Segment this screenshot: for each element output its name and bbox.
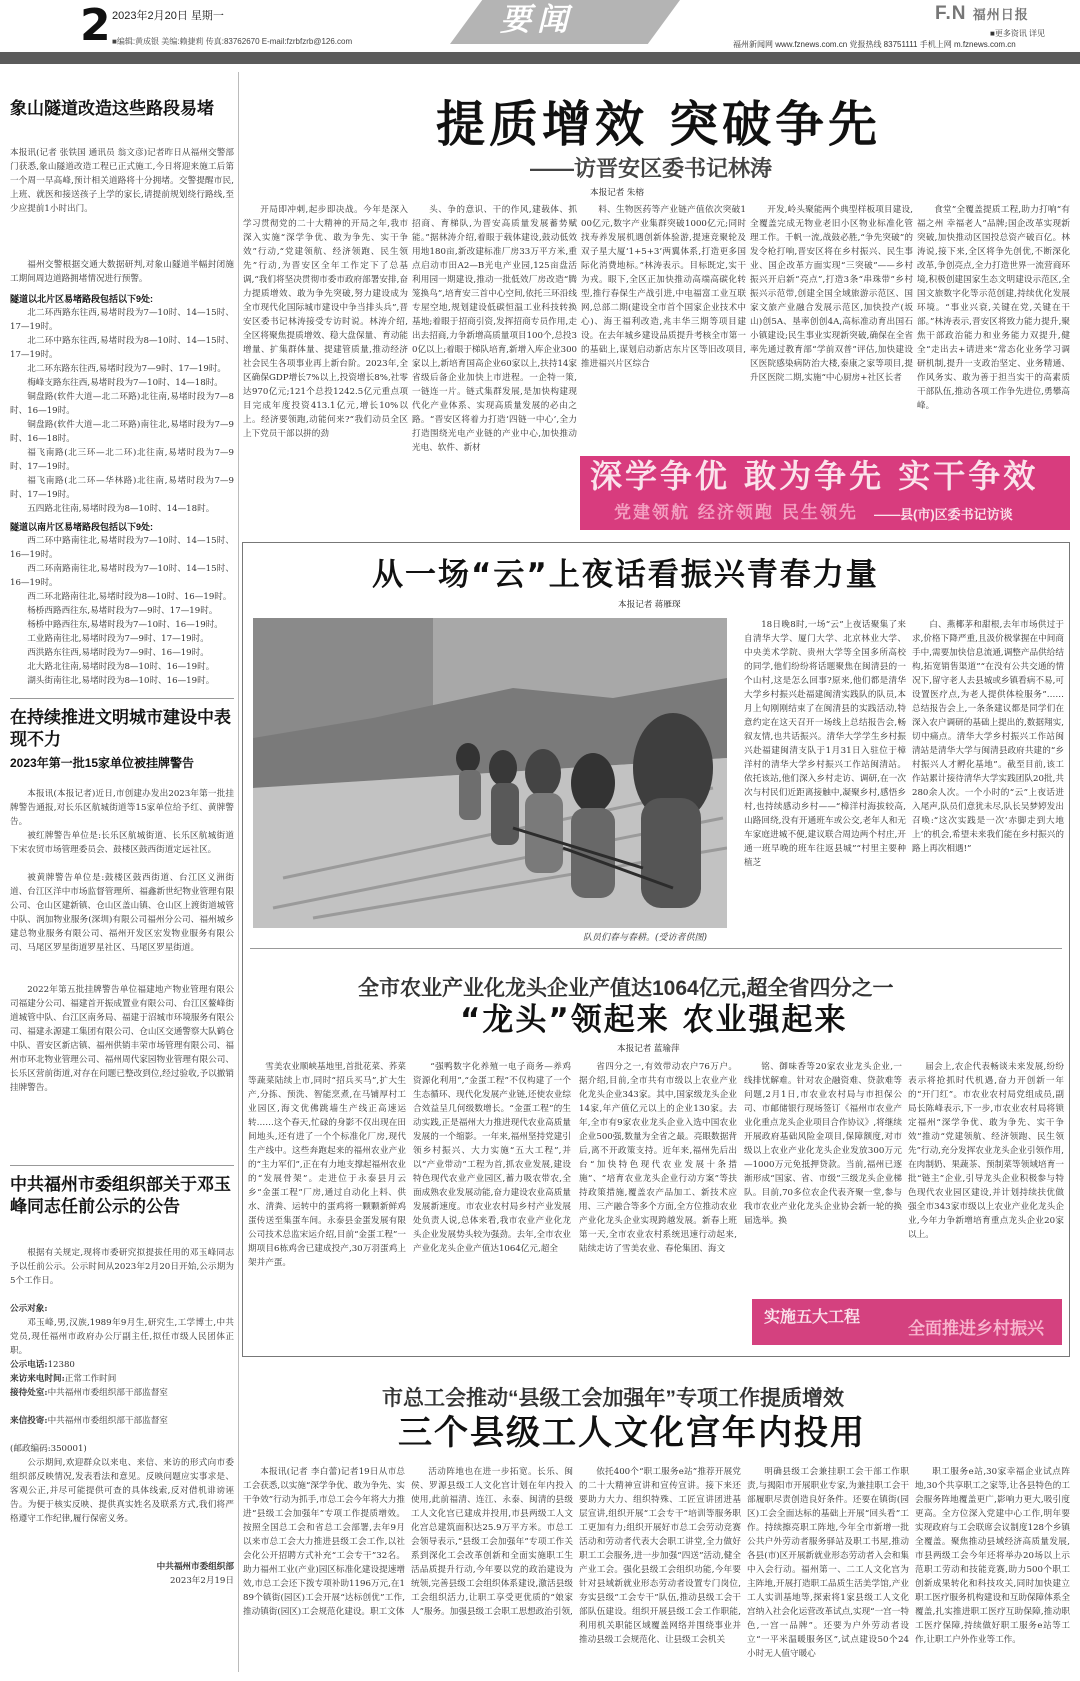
logo-chinese: 福州日报 xyxy=(972,7,1029,22)
road-item: 梅峰支路东往西,易堵时段为7—10时、14—18时。 xyxy=(27,378,223,388)
article1-col-2: 头、争的意识、干的作风,建载体、抓招商、育梯队,为晋安高质量发展蓄势赋能。”据林涛介绍,着眼于载体建设,鼓动低效用地180亩,新改建标准厂房33万平方米,重点启动市田A2—B光电产业园,125亩盘活利用园一期建设,推动一批低效厂房改造“腾笼换鸟”,培育安三首中心空间,依托三环沿线专屋空地,规划建设低碳恒温工业科技转换基地;着眼于招商引资,发挥招商专员作用,走出去招商,力争新增高质量项目100个,总投30亿以上;着眼于梯队培育,新增入库企业300家以上,新培育国高企业60家以上,扶持14家省级后备企业加快上市进程。一企特一策,一链连一片。链式集群发展,是加快构建现代化产业体系、实现高质量发展的必由之路。“晋安区将着力打造‘四链一中心’,全力打造围绕光电产业链的产业中心,加快推动光电、软件、新材 xyxy=(412,205,577,453)
notice-signature: 中共福州市委组织部 xyxy=(156,1562,234,1572)
road-item: 杨桥中路西往东,易堵时段为7—10时、16—19时。 xyxy=(27,620,223,630)
column-divider xyxy=(238,72,239,1672)
north-list xyxy=(10,306,234,516)
civilization-para-3: 被黄牌警告单位是:鼓楼区鼓西街道、台江区义洲街道、台江区洋中市场监督管理所、福鑫新世纪物业管理有限公司、仓山区建新镇、仓山区盖山镇、仓山区上渡街道城管中队、润加物业服务(深圳)有限公司福州分公司、福州城乡建总物业服务有限公司、福州开发区宏发物业服务有限公司、马尾区罗星街道罗星社区、马尾区罗星街道。 xyxy=(10,873,234,953)
notice-visit: 正常工作时间 xyxy=(64,1374,117,1384)
article1-col-1: 开局即冲刺,起步即决战。今年是深入学习贯彻党的二十大精神的开局之年,我市深入实施“深学争优、敢为争先、实干争效”行动,“党建领航、经济领跑、民生领先”行动,为晋安区全年工作定下了总基调,“我们将坚决贯彻市委市政府部署安排,奋力提质增效、敢为争先突破,努力建设成为全市现代化国际城市建设中争当排头兵”,晋安区委书记林涛接受专访时说。林涛介绍,全区将聚焦提质增效、稳大盘保量、育动能增量、扩集群体量、提建管质量,推动经济社会民生各项事业再上新台阶。2023年,全区确保GDP增长7%以上,投资增长8%,社零达970亿元;121个总投1242.5亿元重点项目完成年度投资413.1亿元,增长10%以上。经济要领跑,动能何来?“我们动员全区上下党员干部以拼的劲 xyxy=(243,205,408,439)
campaign-banner xyxy=(580,456,1070,530)
civilization-para-4: 2022年第五批挂牌警告单位福建地产物业管理有限公司福建分公司、福建首开振成置业有限公司、台江区鳌峰街道城管中队、台江区南务局、福建于沼城市环境服务有限公司、福建永源建工集团有限公司、仓山区交通警察大队鹤仓中队、晋安区新店镇、福州供销丰荣市场管理有限公司、福州市环北物业管理公司、福州周代家园物业管理有限公司、长乐区营前街道,对存在问题已整改到位,经过验收,予以撤销挂牌警告。 xyxy=(10,985,234,1093)
road-item: 福飞南路(北二环—华林路)北往南,易堵时段为7—9时、17—19时。 xyxy=(10,476,234,500)
notice-label-object: 公示对象: xyxy=(10,1304,48,1314)
article1-subtitle: ——访晋安区委书记林涛 xyxy=(530,156,773,181)
article4-col-2: 活动阵地也在进一步拓宽。长乐、闽侯、罗源县级工人文化宫计划在年内投入使用,此前福清、连江、永泰、闽清的县级工人文化宫已建成并投用,市县两级工人文化宫总建筑面积达25.9万平方米。市总工会领导表示,“县级工会加强年”专项工作关系到深化工会改革创新和全面实施职工生活品质提升行动,今年要以党的政治建设为统领,完善县级工会组织体系建设,激活县级工会组织活力,让职工享受更优质的“娘家人”服务。加强县级工会职工思想政治引领, xyxy=(411,1467,573,1617)
civilization-para-1: 本报讯(本报记者)近日,市创建办发出2023年第一批挂牌警告通报,对长乐区航城街道等15家单位给予红、黄牌警告。 xyxy=(10,789,234,827)
rural-banner-sub: 全面推进乡村振兴 xyxy=(908,1319,1044,1339)
campaign-banner-main: 深学争优 敢为争先 实干争效 xyxy=(590,457,1039,495)
road-item: 西二环南路南往北,易堵时段为7—10时、14—15时、16—19时。 xyxy=(10,564,234,588)
article-para-xiangshan: 福州交警根据交通大数据研判,对象山隧道半幅封闭施工期间周边道路拥堵情况进行预警。 xyxy=(10,260,234,284)
article3-col-5: 届会上,农企代表畅谈未来发展,纷纷表示将抢抓时代机遇,奋力开创新一年的“开门红”。市农业农村局党组成员,副局长陈峰表示,下一步,市农业农村局将锁定福州“深学争优、敢为争先、实干争效”推动“党建领航、经济领跑、民生领先”行动,充分发挥农业龙头企业引领作用,在肉制奶、果蔬茶、预制菜等领域培育一批“链主”企业,引导龙头企业积极参与特色现代农业园区建设,并计划持续扶优做强全市343家市级以上农业产业化龙头企业,今年力争新增培育重点龙头企业20家以上。 xyxy=(908,1062,1064,1240)
header-bar-dark xyxy=(0,52,1080,64)
article1-title: 提质增效 突破争先 xyxy=(436,96,882,153)
notice-label-visit: 来访来电时间: xyxy=(10,1374,65,1384)
article-title-xiangshan: 象山隧道改造这些路段易堵 xyxy=(10,99,214,118)
notice-phone: 12380 xyxy=(47,1360,75,1370)
article1-col-5: 食堂”全覆盖提质工程,助力打响“有福之州 幸福老人”品牌;国企改革实现新突破,加快推动区国投总资产破百亿。林涛说,接下来,全区将争先创优,不断深化改革,争创亮点,全力打造世界一流营商环境,积极创建国家生态文明建设示范区,全国文旅数字化等示范创建,持续优化发展环境。“事业兴衰,关键在党,关键在干部。”林涛表示,晋安区将致力能力提升,聚焦干部政治能力和业务能力双提升,健全“走出去+请进来”常态化业务学习调研机制,提升一支政治坚定、业务精通、作风务实、敢为善于担当实干的高素质干部队伍,推动各项工作争先进位,勇攀高峰。 xyxy=(917,205,1070,411)
south-heading: 隧道以南片区易堵路段包括以下9处: xyxy=(10,522,154,532)
contact-line: 福州新闻网 www.fznews.com.cn 党报热线 83751111 手机上网 m.fznews.com.cn xyxy=(733,40,1016,49)
campaign-banner-sub: 党建领航 经济领跑 民生领先 xyxy=(614,503,858,523)
article2-title: 从一场“云”上夜话看振兴青春力量 xyxy=(372,557,879,593)
road-item: 西二环中路南往北,易堵时段为7—10时、14—15时、16—19时。 xyxy=(10,536,234,560)
article3-col-4: 铭、御味香等20家农业龙头企业,一线排忧解难。针对农企融资难、贷款难等问题,2月1日,市农业农村局与市担保公司、市邮储银行现场签订《福州市农业产业化重点龙头企业项目合作协议》,将继续开展政府基础风险金项目,保障额度,对市级以上农业产业化龙头企业发放300万元—1000万元免抵押贷款。当前,福州已逐渐形成“国家、省、市级”三级龙头企业梯队。目前,70多位农企代表齐聚一堂,参与我市农业产业化龙头企业协会新一轮的换届选举。换 xyxy=(744,1062,902,1226)
campaign-banner-tag: ——县(市)区委书记访谈 xyxy=(874,507,1013,522)
article2-col-2: 白、燕椰茅和甜根,去年市场供过于求,价格下降严重,且汲价极掌握在中间商手中,需要加快信息流通,调整产品供给结构,拓宽销售渠道”“在没有公共交通的情况下,留守老人去县城或乡镇看病不易,可设置医疗点,为老人提供体检服务”……总结报告会上,一条条建议都是同学们在深入农户调研的基础上提出的,数据翔实,切中痛点。清华大学乡村振兴工作站闽清站是清华大学与闽清县政府共建的“乡村振兴人才孵化基地”。截至目前,该工作站累计接待清华大学实践团队20批,共280余人次。一个小时的“云”上夜话进入尾声,队员们意犹未尽,队长吴梦婷发出召唤:“这次实践是一次‘赤脚走到大地上’的机会,希望未来我们能在乡村振兴的路上再次相遇!” xyxy=(912,620,1064,854)
page-number: 2 xyxy=(80,0,111,51)
notice-object: 邓玉峰,男,汉族,1989年9月生,研究生,工学博士,中共党员,现任福州市政府办公厅副主任,拟任市级人民团体正职。 xyxy=(10,1318,234,1356)
road-item: 北二环西路东往西,易堵时段为7—10时、14—15时、17—19时。 xyxy=(10,308,234,332)
rural-banner-main: 实施五大工程 xyxy=(764,1307,861,1326)
article-title-civilization: 在持续推进文明城市建设中表现不力 xyxy=(10,708,231,749)
article4-col-3: 依托400个“职工服务e站”推荐开展党的二十大精神宣讲和宣传宣讲。接下来还要助力大力、组织特殊、工匠宣讲团进基层宣讲,组织开展“工会专干”培训等服务职工更加有力;组织开展好市总工会劳动竞赛活动和劳动者代表大会职工讲堂,全力做好职工工会服务,进一步加强“四送”活动,健全产业工会。强化县级工会组织功能,今年要针对县域新就业形态劳动者设置专门岗位,夯实县级“工会专干”队伍,推动县级工会干部队伍建设。组织开展县级工会工作职能,利用机关职能区域覆盖网络并围绕事业并推动县级工会规范化、让县级工会机关 xyxy=(579,1467,741,1645)
notice-label-reception: 接待处室: xyxy=(10,1388,48,1398)
more-info: ■更多资讯 详见 xyxy=(990,29,1046,38)
article2-photo xyxy=(253,618,727,928)
road-item: 铜盘路(软件大道—北二环路)北往南,易堵时段为7—8时、16—19时。 xyxy=(10,392,234,416)
article4-kicker: 市总工会推动“县级工会加强年”专项工作提质增效 xyxy=(382,1387,844,1410)
notice-title: 中共福州市委组织部关于邓玉峰同志任前公示的公告 xyxy=(10,1175,231,1216)
civilization-para-2: 被红牌警告单位是:长乐区航城街道、长乐区航城街道下宋农贸市场管理委员会、鼓楼区鼓西街道定远社区。 xyxy=(10,831,234,855)
notice-para-2: 公示期间,欢迎群众以来电、来信、来访的形式向市委组织部反映情况,发表看法和意见。反映问题应实事求是、客观公正,并尽可能提供可查的具体线索,反对借机诽谤诬告。为便于核实反映、提供真实姓名及联系方式,我们将严格遵守工作纪律,履行保密义务。 xyxy=(10,1458,234,1524)
left-column xyxy=(10,72,234,1672)
article-intro-xiangshan: 本报讯(记者 张铁国 通讯员 翁文彦)记者昨日从福州交警部门获悉,象山隧道改造工程已正式施工,今日将迎来施工后第一个周一早高峰,预计相关道路将十分拥堵。交警提醒市民,上班、就医和接送孩子上学的家长,请提前规划绕行路线,至少应提前1小时出门。 xyxy=(10,148,234,214)
article-subtitle-civilization: 2023年第一批15家单位被挂牌警告 xyxy=(10,756,195,770)
notice-reception: 中共福州市委组织部干部监督室 xyxy=(47,1388,168,1398)
road-item: 工业路南往北,易堵时段为7—9时、17—19时。 xyxy=(27,634,209,644)
road-item: 湖头街南往北,易堵时段为8—10时、16—19时。 xyxy=(27,676,215,686)
photo-caption: 队员们春与春耕。(受访者供图) xyxy=(583,933,708,943)
road-item: 杨桥西路西往东,易堵时段为7—9时、17—19时。 xyxy=(27,606,218,616)
divider xyxy=(250,948,1062,949)
article2-byline: 本报记者 蒋雁琛 xyxy=(618,599,681,609)
article4-col-4: 明确县级工会兼挂职工会干部工作职责,与揭阳市开展职业专家,为兼挂职工会干部履职尽责创造良好条件。还要在镇街(园区)工会全面达标的基础上开展“回头看”工作。持续擦亮职工阵地,今年全市新增一批公共户外劳动者服务驿站及职工书屋,推动各县(市)区开展新就业形态劳动者入会和集中入会行动。福州第一、二工人文化宫为主阵地,开展打造职工品质生活美学馆,产业工人实训基地等,探索将1家县级工人文化宫纳入社会化运营改革试点,实现“一宫一特色,一宫一品牌”。还要为户外劳动者设立“一平米温暖服务区”,试点建设50个24小时无人值守暖心 xyxy=(747,1467,909,1659)
notice-label-phone: 公示电话: xyxy=(10,1360,48,1370)
road-item: 西二环北路南往北,易堵时段为8—10时、16—19时。 xyxy=(27,592,232,602)
editor-credits: ■编辑:黄成银 美编:赖捷莉 传真:83762670 E-mail:fzrbfzrb@126.com xyxy=(112,37,353,46)
divider xyxy=(10,1165,234,1166)
logo-letters: F.N xyxy=(935,3,967,24)
notice-zip: (邮政编码:350001) xyxy=(10,1444,87,1454)
article3-col-2: “强鸭数字化养殖一电子商务—养鸡资源化利用”,“金蛋工程”不仅构建了一个生态循环、现代化发展产业链,还使农业综合效益呈几何级数增长。“金蛋工程”的生动实践,正是福州大力推进现代农业高质量发展的一个缩影。一年来,福州坚持党建引领乡村振兴、大力实施“五大工程”,并以“产业带动”工程为首,抓农业发展,建设特色现代农业产业园区,蓄力吸农带农,全面成熟农业发展动能,奋力建设农业高质量发展新速度。市农业农村局乡村产业发展处负责人说,总体来看,我市农业产业化龙头企业发展势头较为强劲。去年,全市农业产业化龙头企业产值达1064亿元,超全 xyxy=(413,1062,571,1254)
road-item: 北二环东路东往西,易堵时段为7—9时、17—19时。 xyxy=(27,364,227,374)
south-list xyxy=(10,534,234,688)
article1-byline: 本报记者 朱榕 xyxy=(590,187,644,197)
notice-letter: 中共福州市委组织部干部监督室 xyxy=(47,1416,168,1426)
article3-col-1: 雪美农业顺峡基地里,首批花菜、荞菜等蔬菜陆续上市,同时“招兵买马”,扩大生产,分拣、预洗、智能烹煮,在马铺厚村工业园区,海文优佛跳墙生产线正高速运转……这个春天,忙碌的身影不仅出现在田间地头,还有进了一个个标准化厂房,现代生产线中。这些奔跑起来的福州农业产业的“主力军们”,正在有力地支撑起福州农业的“发展骨架”。走进位于永泰县月云乡“金蛋工程”厂房,通过自动化上料、供水、清粪、运转中的蛋鸡将一颗颗新鲜鸡蛋传送至集蛋车间。永泰县金蛋发展有限公司技术总监宋运介绍,目前“金蛋工程”一期项目6栋鸡舍已建成投产,30万羽蛋鸡上架并产蛋。 xyxy=(248,1062,406,1268)
article3-col-3: 省四分之一,有效带动农户76万户。据介绍,目前,全市共有市级以上农业产业化龙头企业343家。其中,国家级龙头企业14家,年产值亿元以上的企业130家。去年,全市有9家农业龙头企业入选中国农业企业500强,数量为全省之最。亮眼数据背后,离不开政策支持。近年来,福州先后出台“加快特色现代农业发展十条措施”、“培育农业龙头企业行动方案”等扶持政策措施,覆盖农产品加工、新技术应用、三产融合等多个方面,全方位推动农业产业化龙头企业实现跨越发展。新春上班第一天,全市农业农村系统迅速行动起来,陆续走访了雪美农业、春伦集团、海文 xyxy=(579,1062,737,1254)
article4-title: 三个县级工人文化宫年内投用 xyxy=(398,1413,866,1453)
road-item: 北二环中路东往西,易堵时段为8—10时、14—15时、17—19时。 xyxy=(10,336,234,360)
rural-banner xyxy=(752,1299,1062,1345)
notice-date: 2023年2月19日 xyxy=(169,1576,234,1586)
newspaper-logo xyxy=(935,4,1029,23)
road-item: 北大路北往南,易堵时段为8—10时、16—19时。 xyxy=(27,662,215,672)
field-scene-image xyxy=(253,618,727,928)
article3-byline: 本报记者 蓝瑜萍 xyxy=(617,1043,680,1053)
issue-date: 2023年2月20日 星期一 xyxy=(112,10,224,22)
road-item: 铜盘路(软件大道—北二环路)南往北,易堵时段为7—9时、16—18时。 xyxy=(10,420,234,444)
article4-col-5: 职工服务e站,30家幸福企业试点阵地,30个共享职工之家等,让各县特色的工会服务阵地覆盖更广,影响力更大,吸引度更高。全方位深入党建中心工作,明年要实现政府与工会联席会议制度128个乡镇全覆盖。聚焦推动县域经济高质量发展,市县两级工会今年还将举办20场以上示范职工劳动和技能竞赛,助力500个职工创新成果转化和科技攻关,同时加快建立职工医疗服务机构建设和互助保障体系全覆盖,扎实推进职工医疗互助保障,推动职工医疗保障,持续做好职工服务e站等工作,让职工户外作业等工作。 xyxy=(915,1467,1070,1645)
article3-kicker: 全市农业产业化龙头企业产值达1064亿元,超全省四分之一 xyxy=(358,977,894,1000)
article1-col-4: 开发,岭头聚能两个典型样板项目建设,全覆盖完成无物业老旧小区物业标准化管理工作。千帆一流,战鼓必胜,“争先突破”的发令枪打响,晋安区将在乡村振兴、民生事业、国企改革方面实现“三突破”——乡村振兴开启新“亮点”,打造3条“串珠带”乡村振兴示范带,创建全国全域旅游示范区、国家文旅产业融合发展示范区,加快投产(坂山)创5A、垦率创创4A,高标准动育出国石小镇建设;民生事业实现新突破,确保在全省率先通过教育部“学前双普”评估,加快建设区医院感染病防治大楼,泰康之家等项目,提升区医院二期,实施“中心厨房+社区长者 xyxy=(750,205,913,383)
article4-col-1: 本报讯(记者 李白蕾)记者19日从市总工会获悉,以实施“深学争优、敢为争先、实干争效”行动为抓手,市总工会今年将大力推进“县级工会加强年”专项工作提质增效。按照全国总工会和省总工会部署,去年9月以来市总工会大力推进县级工会工作,以社会化公开招聘方式补充“工会专干”32名。助力福州工业(产业)园区标准化建设提速增效,市总工会还下拨专项补助1196万元,在189个镇街(园区)工会开展“达标创优”工作,推动镇街(园区)工会规范化建设。职工文体 xyxy=(243,1467,405,1617)
north-heading: 隧道以北片区易堵路段包括以下9处: xyxy=(10,294,154,304)
article1-col-3: 料、生物医药等产业链产值依次突破100亿元,数字产业集群突破1000亿元;同时找寿养发展机遇创新体验游,提速竞聚轮及双子星大厦‘1+5+3’两翼体系,打造更多国际化消费地标。”林涛表示。目标既定,实干为戎。眼下,全区正加快推动高端高碳化转型,推行春保生产战引进,中电福富工业互联网,总部二期(建设全市首个国家企业技术中心)、海王福利改造,兆丰华三期等项目建设。在去年城乡建设品质提升考核全市第一的基础上,谋划启动新店东片区等旧改项目,推进福兴片区综合 xyxy=(581,205,746,369)
article2-col-1: 18日晚8时,一场“云”上夜话聚集了来自清华大学、厦门大学、北京林业大学、中央美术学院、贵州大学等全国多所高校的同学,他们纷纷将话题聚焦在闽清县的一个山村,这是怎么回事?原来,他们都是清华大学乡村振兴赴福建闽清实践队的队员,本月上旬刚刚结束了在闽清县的实践活动,特意约定在这天召开一场线上总结报告会,畅叙友情,也共话振兴。清华大学学生乡村振兴赴福建闽清支队于1月31日入驻位于樟洋村的清华大学乡村振兴工作站闽清站。依托该站,他们深入乡村走访、调研,在一次次与村民们近距离接触中,凝聚乡村,感悟乡村,也持续感动乡村——“樟洋村海拔较高,山路回绕,没有开通班车或公交,老年人和无车家庭进城不便,建议联合周边两个村庄,开通一班早晚的班车往返县城”“村里主要种植芝 xyxy=(744,620,906,868)
road-item: 西洪路东往西,易堵时段为7—9时、16—19时。 xyxy=(27,648,209,658)
divider xyxy=(10,698,234,699)
road-item: 福飞南路(北三环—北二环)北往南,易堵时段为7—9时、17—19时。 xyxy=(10,448,234,472)
notice-para-1: 根据有关规定,现将市委研究拟提拔任用的邓玉峰同志予以任前公示。公示时间从2023年2月20日开始,公示期为5个工作日。 xyxy=(10,1248,234,1286)
section-name: 要闻 xyxy=(500,2,574,38)
road-item: 五四路北往南,易堵时段为8—10时、14—18时。 xyxy=(27,504,215,514)
article3-title: “龙头”领起来 农业强起来 xyxy=(460,1002,848,1038)
notice-label-letter: 来信投寄: xyxy=(10,1416,48,1426)
